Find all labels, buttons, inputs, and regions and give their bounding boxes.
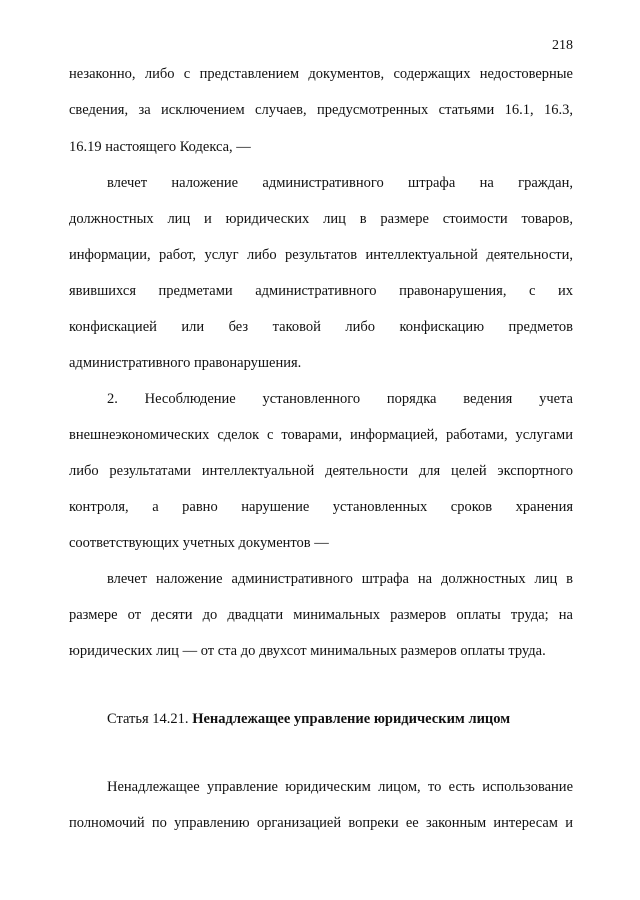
paragraph-line: либо результатами интеллектуальной деятельности для целей экспортного bbox=[69, 463, 573, 479]
paragraph-line: явившихся предметами административного правонарушения, с их bbox=[69, 283, 573, 299]
paragraph-line: размере от десяти до двадцати минимальных размеров оплаты труда; на bbox=[69, 607, 573, 623]
page-number: 218 bbox=[552, 38, 573, 53]
paragraph-line: соответствующих учетных документов — bbox=[69, 535, 329, 551]
paragraph-line: информации, работ, услуг либо результатов интеллектуальной деятельности, bbox=[69, 247, 573, 263]
article-title: Ненадлежащее управление юридическим лицом bbox=[192, 711, 511, 727]
paragraph-line: конфискацией или без таковой либо конфискацию предметов bbox=[69, 319, 573, 335]
article-number: Статья 14.21. bbox=[107, 711, 193, 727]
paragraph-line: 16.19 настоящего Кодекса, — bbox=[69, 139, 251, 155]
paragraph-line: полномочий по управлению организацией вопреки ее законным интересам и bbox=[69, 815, 573, 831]
paragraph-line: влечет наложение административного штрафа на граждан, bbox=[107, 175, 573, 191]
paragraph-line: влечет наложение административного штрафа на должностных лиц в bbox=[107, 571, 573, 587]
paragraph-line: внешнеэкономических сделок с товарами, информацией, работами, услугами bbox=[69, 427, 573, 443]
paragraph-line: контроля, а равно нарушение установленных сроков хранения bbox=[69, 499, 573, 515]
paragraph-line: административного правонарушения. bbox=[69, 355, 302, 371]
paragraph-line: юридических лиц — от ста до двухсот минимальных размеров оплаты труда. bbox=[69, 643, 546, 659]
paragraph-line: незаконно, либо с представлением документов, содержащих недостоверные bbox=[69, 66, 573, 82]
paragraph-line: сведения, за исключением случаев, предусмотренных статьями 16.1, 16.3, bbox=[69, 102, 573, 118]
paragraph-line: должностных лиц и юридических лиц в размере стоимости товаров, bbox=[69, 211, 573, 227]
paragraph-line: Ненадлежащее управление юридическим лицом, то есть использование bbox=[107, 779, 573, 795]
article-heading bbox=[107, 709, 510, 729]
paragraph-line: 2. Несоблюдение установленного порядка ведения учета bbox=[107, 391, 573, 407]
